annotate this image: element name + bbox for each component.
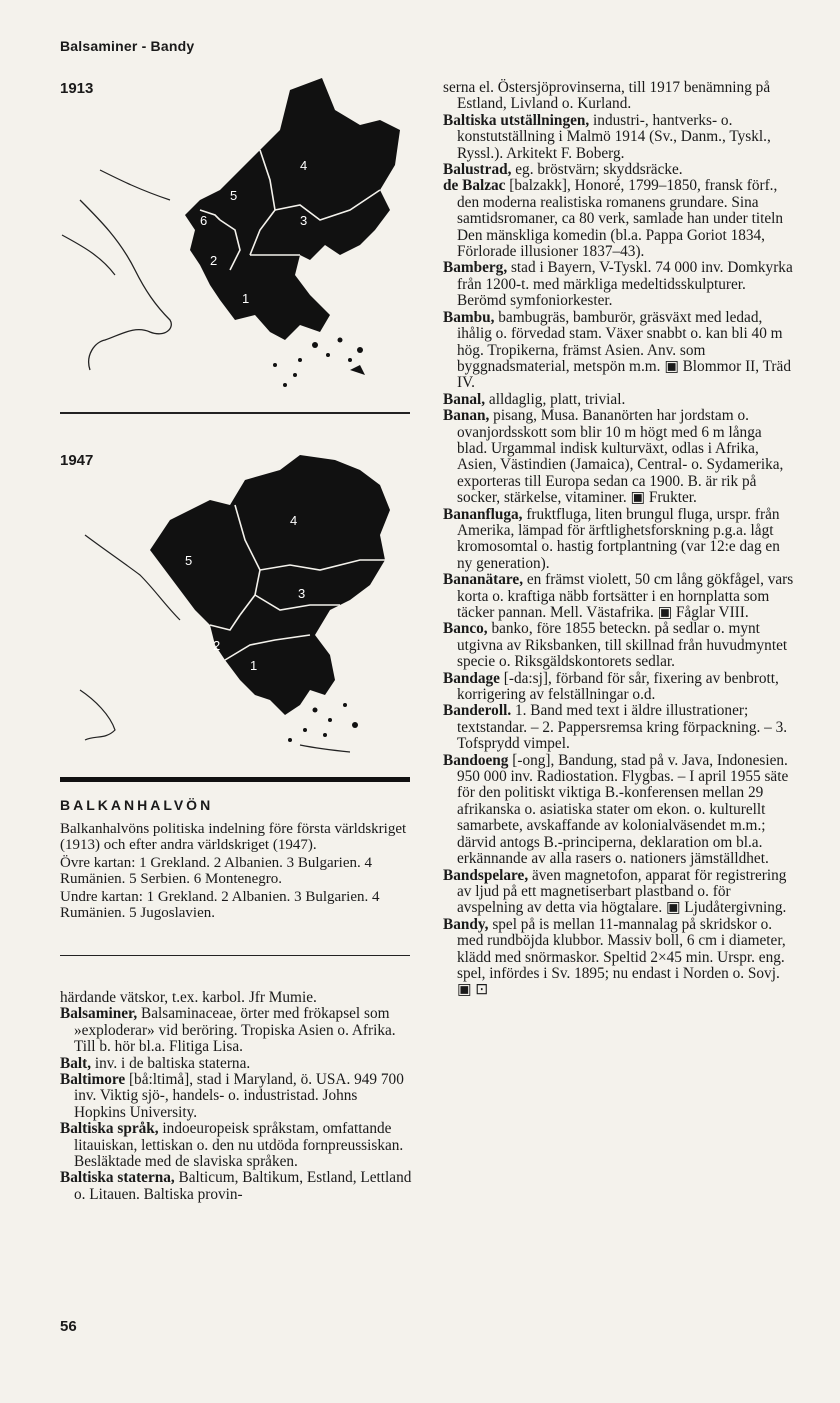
caption-rule (60, 777, 410, 782)
entry-headword: Banal, (443, 390, 486, 408)
caption-upper-map: Övre kartan: 1 Grekland. 2 Albanien. 3 Bulgarien. 4 Rumänien. 5 Serbien. 6 Montenegro. (60, 855, 372, 887)
entry-headword: Baltiska staterna, (60, 1169, 175, 1187)
map-1947-label-1: 1 (250, 658, 258, 673)
entry-headword: Bandage (443, 669, 500, 687)
dictionary-entry (443, 917, 795, 999)
entry-headword: Baltiska språk, (60, 1120, 159, 1138)
map-1913-label-1: 1 (242, 291, 250, 306)
year-label-1947: 1947 (60, 452, 94, 469)
entry-headword: Banderoll. (443, 702, 512, 720)
dictionary-entry (443, 621, 795, 670)
entry-text: [bå:ltimå], stad i Maryland, ö. USA. 949 700 inv. Viktig sjö-, handels- o. industristad. Johns Hopkins University. (74, 1071, 404, 1121)
map-1947-label-5: 5 (185, 553, 193, 568)
entry-headword: Bananätare, (443, 571, 524, 589)
caption-title: BALKANHALVÖN (60, 797, 214, 813)
dictionary-entry (60, 1006, 412, 1055)
map-1913-label-3: 3 (300, 213, 308, 228)
dictionary-entry (443, 162, 795, 178)
dictionary-entry (60, 1170, 412, 1203)
entry-text: serna el. Östersjöprovinserna, till 1917 benämning på Estland, Livland o. Kurland. (443, 79, 771, 113)
dictionary-entry (443, 392, 795, 408)
entry-text: pisang, Musa. Bananörten har jordstam o. ovanjordsskott som blir 10 m högt med 6 m långa blad. Urgammal indisk kulturväxt, odlas i Afrika, Asien, Västindien (Jamaica), Central- o. Sydamerika, exporteras till Europa sedan ca 1900. B. är rik på socker, stärkelse, vitaminer. ▣ Frukter. (457, 407, 784, 507)
map-1913-label-4: 4 (300, 158, 308, 173)
entry-text: alldaglig, platt, trivial. (485, 390, 626, 408)
entry-text: [-ong], Bandung, stad på v. Java, Indonesien. 950 000 inv. Radiostation. Flygbas. – I april 1955 säte för den politiskt viktiga B.-konferensen mellan 29 afrikanska o. asiatiska stater om ekon. o. kulturellt samarbete, avskaffande av kolonialväsendet m.m.; därvid antogs B.-principerna, deklaration om bl.a. erkännande av alla rasers o. nationers jämställdhet. (457, 751, 789, 868)
entry-text: Balticum, Baltikum, Estland, Lettland o. Litauen. Baltiska provin- (74, 1169, 412, 1203)
dictionary-entry (443, 703, 795, 752)
dictionary-entry (443, 671, 795, 704)
entry-headword: Banco, (443, 620, 488, 638)
map-divider (60, 412, 410, 414)
caption-lower-map: Undre kartan: 1 Grekland. 2 Albanien. 3 Bulgarien. 4 Rumänien. 5 Jugoslavien. (60, 889, 380, 921)
map-1947-label-3: 3 (298, 586, 306, 601)
map-1913 (60, 70, 410, 410)
dictionary-entry (443, 408, 795, 506)
dictionary-entry (60, 1072, 412, 1121)
entry-headword: Bananfluga, (443, 505, 523, 523)
dictionary-entry (443, 260, 795, 309)
dictionary-entry (60, 1056, 412, 1072)
entry-text: banko, före 1855 beteckn. på sedlar o. mynt utgivna av Riksbanken, till skillnad från huvudmyntet specie o. Riksgäldskontorets sedlar. (457, 620, 788, 671)
entry-headword: de Balzac (443, 177, 506, 195)
caption-intro: Balkanhalvöns politiska indelning före första världskriget (1913) och efter andra världskriget (1947). (60, 821, 407, 853)
dictionary-entry (60, 990, 412, 1006)
dictionary-entry (443, 868, 795, 917)
map-1947-label-2: 2 (213, 638, 221, 653)
entry-headword: Bandoeng (443, 751, 509, 769)
entry-headword: Bandy, (443, 915, 489, 933)
entry-text: [-da:sj], förband för sår, fixering av benbrott, korrigering av felställningar o.d. (457, 669, 779, 704)
map-caption (60, 797, 412, 923)
year-label-1913: 1913 (60, 80, 94, 97)
entry-text: även magnetofon, apparat för registrering av ljud på ett magnetiserbart plastband o. för avspelning av detta via högtalare. ▣ Ljudåtergivning. (457, 866, 787, 917)
entry-headword: Bamberg, (443, 259, 508, 277)
right-column (443, 80, 795, 999)
entry-text: industri-, hantverks- o. konstutställning i Malmö 1914 (Sv., Danm., Tyskl., Ryssl.). Arkitekt F. Boberg. (457, 111, 771, 162)
map-1947 (60, 440, 410, 775)
dictionary-entry (443, 80, 795, 113)
entry-text: eg. bröstvärn; skyddsräcke. (511, 161, 683, 179)
entry-text: 1. Band med text i äldre illustrationer; textstandar. – 2. Pappersremsa kring förpackning. – 3. Tofsprydd vimpel. (457, 702, 788, 753)
entry-text: [balzakk], Honoré, 1799–1850, fransk förf., den moderna realistiska romanens grundare. Sina samtidsromaner, ca 80 verk, samlade han under titeln Den mänskliga komedin (bl.a. Pappa Goriot 1834, Förlorade illusioner 1837–43). (457, 177, 784, 261)
entry-text: Balsaminaceae, örter med frökapsel som »exploderar» vid beröring. Tropiska Asien o. Afrika. Till b. hör bl.a. Flitiga Lisa. (74, 1005, 396, 1056)
left-column (60, 990, 412, 1203)
entry-text: härdande vätskor, t.ex. karbol. Jfr Mumie. (60, 989, 317, 1006)
dictionary-entry (443, 310, 795, 392)
entry-headword: Bandspelare, (443, 866, 529, 884)
entry-text: bambugräs, bamburör, gräsväxt med ledad, ihålig o. förvedad stam. Växer snabbt o. kan bli 40 m hög. Tropikerna, främst Asien. Anv. som byggnadsmaterial, metspön m.m. ▣ Blommor II, Träd IV. (457, 308, 791, 392)
entry-text: en främst violett, 50 cm lång gökfågel, vars korta o. kraftiga näbb fortsätter i en hornplatta som täcker pannan. Mell. Västafrika. ▣ Fåglar VIII. (457, 571, 794, 621)
dictionary-entry (443, 572, 795, 621)
map-1913-label-6: 6 (200, 213, 208, 228)
dictionary-entry (60, 1121, 412, 1170)
entry-headword: Balustrad, (443, 161, 512, 179)
entry-text: indoeuropeisk språkstam, omfattande litauiskan, lettiskan o. den nu utdöda fornpreussiskan. Besläktade med de slaviska språken. (74, 1120, 404, 1171)
map-1913-label-2: 2 (210, 253, 218, 268)
entry-text: fruktfluga, liten brungul fluga, urspr. från Amerika, lämpad för ärftlighetsforskning p.g.a. lågt kromosomtal o. hastig fortplantning (var 12:e dag en ny generation). (457, 505, 780, 572)
entry-headword: Balsaminer, (60, 1005, 138, 1023)
entry-headword: Balt, (60, 1054, 92, 1072)
entry-headword: Baltimore (60, 1071, 126, 1089)
page-number: 56 (60, 1318, 77, 1335)
running-header: Balsaminer - Bandy (60, 38, 195, 54)
dictionary-entry (443, 178, 795, 260)
map-1947-label-4: 4 (290, 513, 298, 528)
entry-text: spel på is mellan 11-mannalag på skridskor o. med rundböjda klubbor. Massiv boll, 6 cm i diameter, klädd med snörmaskor. Speltid 2×45 min. Urspr. eng. spel, infördes i Sv. 1895; nu endast i Norden o. Sovj. ▣ ⊡ (457, 915, 786, 999)
entry-headword: Banan, (443, 407, 490, 425)
dictionary-entry (443, 113, 795, 162)
map-1913-label-5: 5 (230, 188, 238, 203)
entry-text: inv. i de baltiska staterna. (91, 1054, 251, 1072)
dictionary-entry (443, 507, 795, 573)
caption-end-rule (60, 955, 410, 956)
dictionary-entry (443, 753, 795, 868)
entry-text: stad i Bayern, V-Tyskl. 74 000 inv. Domkyrka från 1200-t. med märkliga medeltidsskulpturer. Berömd symfoniorkester. (457, 259, 793, 310)
entry-headword: Bambu, (443, 308, 495, 326)
entry-headword: Baltiska utställningen, (443, 111, 590, 129)
